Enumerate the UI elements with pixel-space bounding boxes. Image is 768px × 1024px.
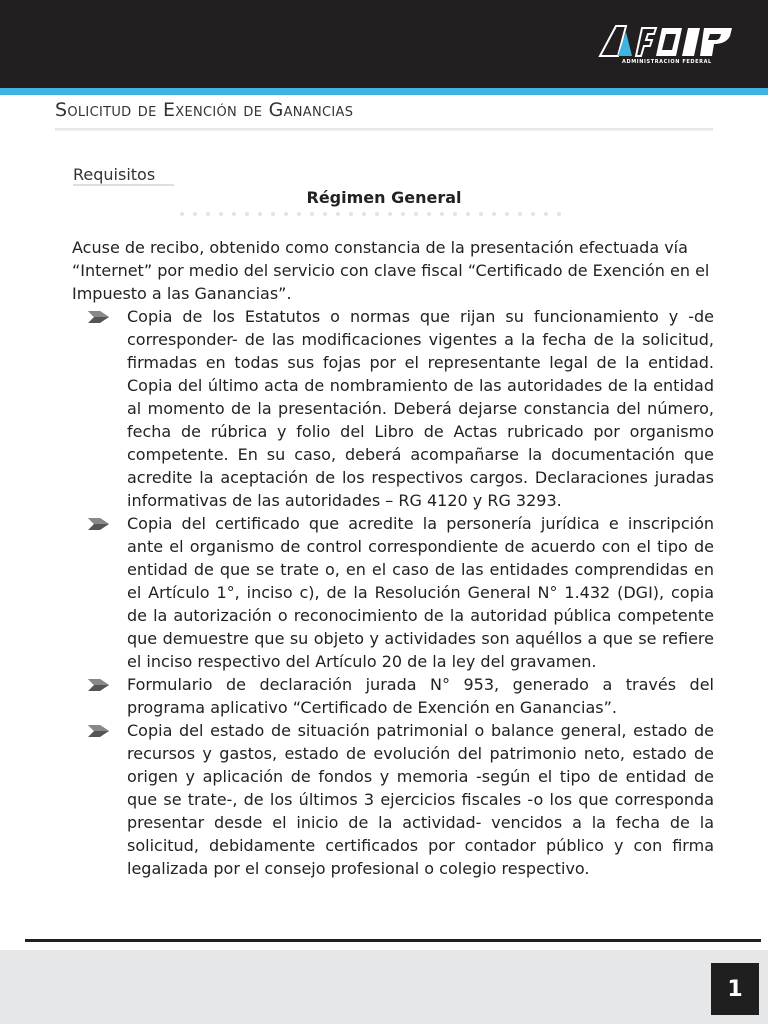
divider-dot — [544, 212, 548, 216]
page-title: Solicitud de Exención de Ganancias — [55, 99, 354, 121]
header-bar — [0, 0, 768, 88]
divider-dot — [492, 212, 496, 216]
divider-dot — [518, 212, 522, 216]
list-item — [72, 305, 714, 512]
header-accent-stripe — [0, 88, 768, 95]
divider-dot — [453, 212, 457, 216]
divider-dot — [180, 212, 184, 216]
logo-subtitle: ADMINISTRACION FEDERAL — [622, 59, 712, 65]
section-label-underline — [73, 184, 174, 186]
footer-band — [0, 950, 768, 1024]
divider-dot — [414, 212, 418, 216]
divider-dot — [557, 212, 561, 216]
divider-dot — [297, 212, 301, 216]
list-item-text: Copia del certificado que acredite la personería jurídica e inscripción ante el organismo de control correspondiente de acuerdo con el tipo de entidad de que se trate o, en el caso de las entidades comprendidas en el Artículo 1°, inciso c), de la Resolución General N° 1.432 (DGI), copia de la autorización o reconocimiento de la autoridad pública competente que demuestre que su objeto y actividades son aquéllos a que se refiere el inciso respectivo del Artículo 20 de la ley del gravamen. — [127, 514, 714, 671]
divider-dot — [375, 212, 379, 216]
divider-dot — [531, 212, 535, 216]
afip-logo-mark — [596, 22, 736, 58]
arrow-bullet-icon — [87, 677, 111, 693]
divider-dot — [388, 212, 392, 216]
arrow-bullet-icon — [87, 516, 111, 532]
footer-divider — [25, 939, 761, 942]
divider-dot — [479, 212, 483, 216]
arrow-bullet-icon — [87, 723, 111, 739]
divider-dot — [258, 212, 262, 216]
divider-dot — [271, 212, 275, 216]
divider-dot — [336, 212, 340, 216]
arrow-bullet-icon — [87, 309, 111, 325]
title-divider — [55, 128, 713, 131]
list-item-text: Copia de los Estatutos o normas que rijan su funcionamiento y -de corresponder- de las modificaciones vigentes a la fecha de la solicitud, firmadas en todas sus fojas por el representante legal de la entidad. Copia del último acta de nombramiento de las autoridades de la entidad al momento de la presentación. Deberá dejarse constancia del número, fecha de rúbrica y folio del Libro de Actas rubricado por organismo competente. En su caso, deberá acompañarse la documentación que acredite la aceptación de los respectivos cargos. Declaraciones juradas informativas de las autoridades – RG 4120 y RG 3293. — [127, 307, 714, 510]
intro-paragraph: Acuse de recibo, obtenido como constancia de la presentación efectuada vía “Internet” por medio del servicio con clave fiscal “Certificado de Exención en el Impuesto a las Ganancias”. — [72, 238, 710, 303]
list-item — [72, 512, 714, 673]
divider-dot — [362, 212, 366, 216]
divider-dot — [310, 212, 314, 216]
divider-dot — [323, 212, 327, 216]
dotted-divider — [180, 212, 560, 220]
divider-dot — [219, 212, 223, 216]
divider-dot — [505, 212, 509, 216]
divider-dot — [193, 212, 197, 216]
divider-dot — [245, 212, 249, 216]
divider-dot — [349, 212, 353, 216]
divider-dot — [284, 212, 288, 216]
divider-dot — [427, 212, 431, 216]
divider-dot — [401, 212, 405, 216]
divider-dot — [232, 212, 236, 216]
list-item — [72, 719, 714, 880]
subheading: Régimen General — [306, 188, 462, 207]
divider-dot — [206, 212, 210, 216]
list-item — [72, 673, 714, 719]
list-item-text: Copia del estado de situación patrimonial o balance general, estado de recursos y gastos, estado de evolución del patrimonio neto, estado de origen y aplicación de fondos y memoria -según el tipo de entidad de que se trate-, de los últimos 3 ejercicios fiscales -o los que corresponda presentar desde el inicio de la actividad- vencidos a la fecha de la solicitud, debidamente certificados por contador público y con firma legalizada por el consejo profesional o colegio respectivo. — [127, 721, 714, 878]
requirements-content — [72, 236, 714, 880]
divider-dot — [466, 212, 470, 216]
requirements-list — [72, 305, 714, 880]
page-number-box — [711, 963, 759, 1015]
afip-logo — [596, 22, 736, 70]
list-item-text: Formulario de declaración jurada N° 953, generado a través del programa aplicativo “Certificado de Exención en Ganancias”. — [127, 675, 714, 717]
section-label: Requisitos — [73, 165, 156, 184]
divider-dot — [440, 212, 444, 216]
page-number: 1 — [727, 976, 743, 1002]
